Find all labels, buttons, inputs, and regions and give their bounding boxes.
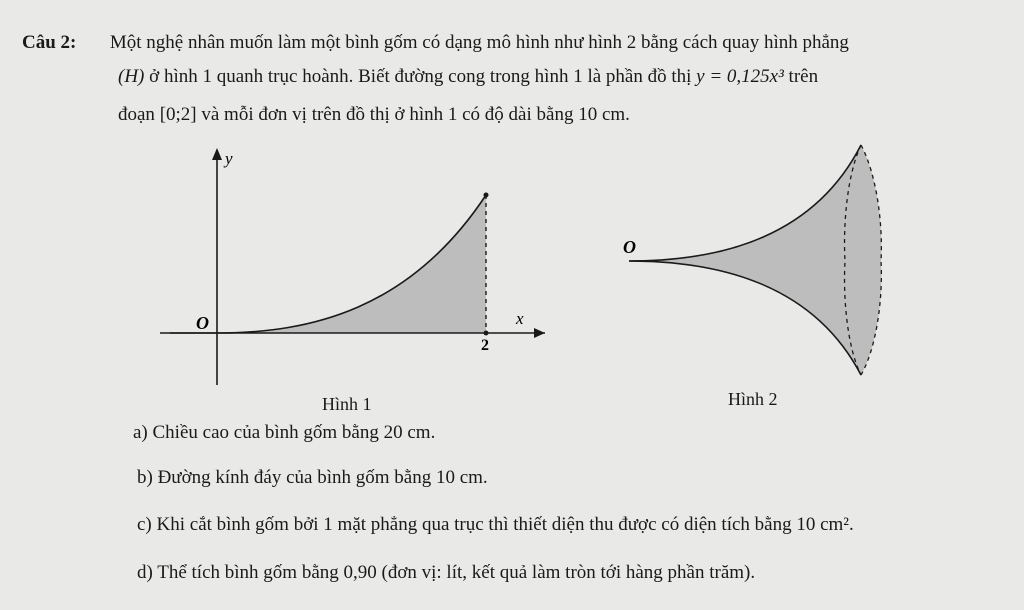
shaded-region-H <box>217 195 486 333</box>
question-text-3a: đoạn <box>118 104 160 125</box>
interval: [0;2] <box>159 104 197 125</box>
endpoint-dot <box>484 193 489 198</box>
figure-1-graph <box>150 140 550 390</box>
y-axis-arrow-icon <box>212 148 222 160</box>
option-d: d) Thể tích bình gốm bằng 0,90 (đơn vị: lít, kết quả làm tròn tới hàng phần trăm). <box>137 562 756 583</box>
question-text-3b: và mỗi đơn vị trên đồ thị ở hình 1 có độ dài bằng 10 cm. <box>196 104 630 125</box>
formula: y = 0,125x³ <box>696 66 784 87</box>
option-c: c) Khi cắt bình gốm bởi 1 mặt phẳng qua trục thì thiết diện thu được có diện tích bằng 10 cm². <box>137 514 854 535</box>
x-axis-label: x <box>516 309 524 328</box>
question-text-2: ở hình 1 quanh trục hoành. Biết đường cong trong hình 1 là phần đồ thị <box>144 66 697 87</box>
figure-2-vase <box>615 135 895 385</box>
tick-label-2: 2 <box>481 337 489 354</box>
origin-label: O <box>196 313 209 333</box>
question-text-2b: trên <box>783 66 819 87</box>
x-axis-arrow-icon <box>534 328 545 338</box>
option-a: a) Chiều cao của bình gốm bằng 20 cm. <box>133 422 436 443</box>
tick-dot <box>484 331 489 336</box>
question-line-3 <box>118 104 630 126</box>
question-line-1 <box>22 32 849 54</box>
figure-1-caption: Hình 1 <box>322 394 372 414</box>
question-line-2 <box>118 66 818 88</box>
region-H: (H) <box>118 66 145 87</box>
figure-2-caption: Hình 2 <box>728 389 778 409</box>
y-axis-label: y <box>225 149 233 168</box>
option-b: b) Đường kính đáy của bình gốm bằng 10 cm. <box>137 467 488 488</box>
vase-origin-label: O <box>623 237 636 257</box>
question-text-1: Một nghệ nhân muốn làm một bình gốm có dạng mô hình như hình 2 bằng cách quay hình phẳng <box>109 32 849 53</box>
question-label: Câu 2: <box>22 32 77 53</box>
